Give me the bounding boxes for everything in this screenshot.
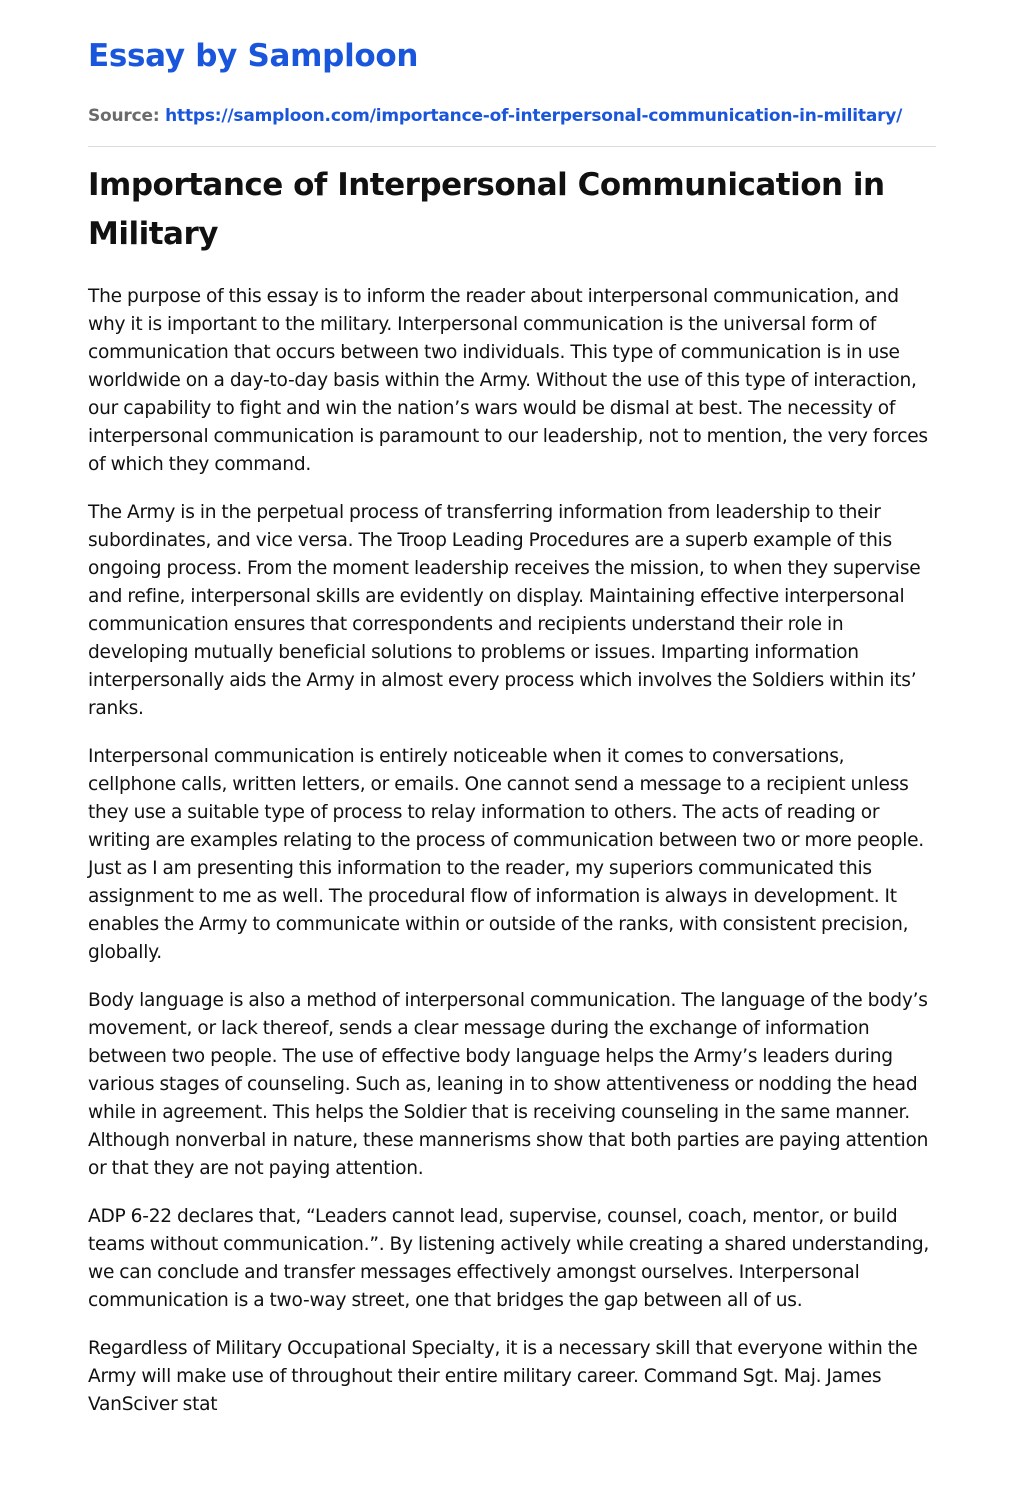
paragraph: Regardless of Military Occupational Specialty, it is a necessary skill that everyone within the Army will make use of throughout their entire military career. Command Sgt. Maj. James VanSciver stat — [88, 1338, 918, 1415]
source-link[interactable]: https://samploon.com/importance-of-interpersonal-communication-in-military/ — [165, 106, 903, 126]
paragraph: The Army is in the perpetual process of transferring information from leadership to their subordinates, and vice versa. The Troop Leading Procedures are a superb example of this ongoing process. From the moment leadership receives the mission, to when they supervise and refine, interpersonal skills are evidently on display. Maintaining effective interpersonal communication ensures that correspondents and recipients understand their role in developing mutually beneficial solutions to problems or issues. Imparting information interpersonally aids the Army in almost every process which involves the Soldiers within its’ ranks. — [88, 502, 921, 719]
source-line — [88, 104, 936, 128]
source-label: Source: — [88, 106, 160, 126]
essay-body — [88, 283, 936, 1419]
paragraph: The purpose of this essay is to inform the reader about interpersonal communication, and why it is important to the military. Interpersonal communication is the universal form of communication that occurs between two individuals. This type of communication is in use worldwide on a day-to-day basis within the Army. Without the use of this type of interaction, our capability to fight and win the nation’s wars would be dismal at best. The necessity of interpersonal communication is paramount to our leadership, not to mention, the very forces of which they command. — [88, 286, 928, 475]
paragraph: ADP 6-22 declares that, “Leaders cannot lead, supervise, counsel, coach, mentor, or build teams without communication.”. By listening actively while creating a shared understanding, we can conclude and transfer messages effectively amongst ourselves. Interpersonal communication is a two-way street, one that bridges the gap between all of us. — [88, 1206, 930, 1311]
paragraph: Body language is also a method of interpersonal communication. The language of the body’s movement, or lack thereof, sends a clear message during the exchange of information between two people. The use of effective body language helps the Army’s leaders during various stages of counseling. Such as, leaning in to show attentiveness or nodding the head while in agreement. This helps the Soldier that is receiving counseling in the same manner. Although nonverbal in nature, these mannerisms show that both parties are paying attention or that they are not paying attention. — [88, 990, 929, 1179]
header-divider — [88, 146, 936, 147]
essay-title: Importance of Interpersonal Communication in Military — [88, 167, 885, 252]
paragraph: Interpersonal communication is entirely noticeable when it comes to conversations, cellphone calls, written letters, or emails. One cannot send a message to a recipient unless they use a suitable type of process to relay information to others. The acts of reading or writing are examples relating to the process of communication between two or more people. Just as I am presenting this information to the reader, my superiors communicated this assignment to me as well. The procedural flow of information is always in development. It enables the Army to communicate within or outside of the ranks, with consistent precision, globally. — [88, 746, 924, 963]
brand-title[interactable]: Essay by Samploon — [88, 38, 419, 74]
essay-page — [88, 0, 936, 1439]
